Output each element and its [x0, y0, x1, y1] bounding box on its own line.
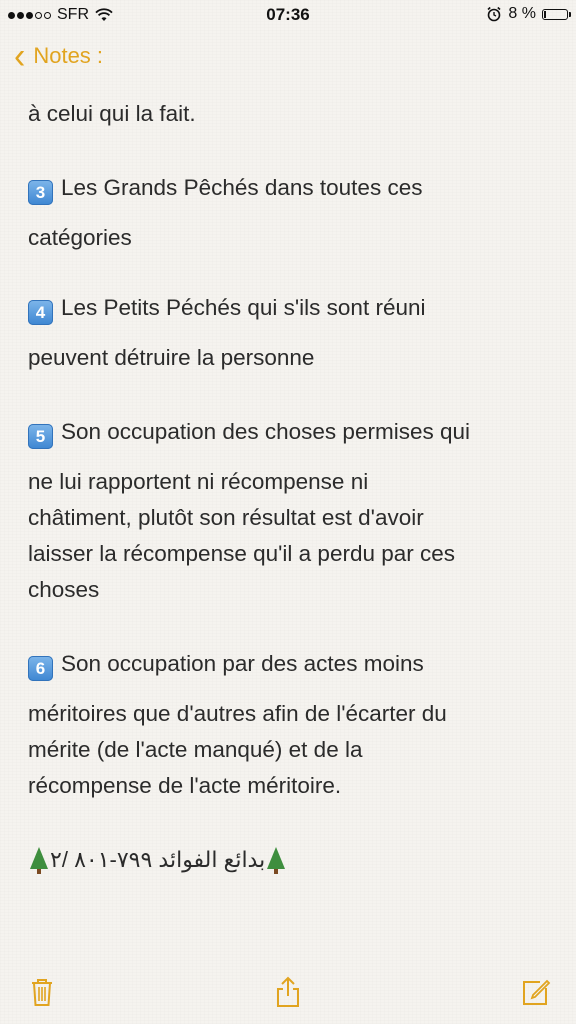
source-citation [28, 842, 556, 878]
christmas-tree-icon [267, 847, 285, 869]
note-line: Les Grands Pêchés dans toutes ces [61, 175, 423, 200]
share-icon[interactable] [270, 974, 306, 1010]
status-bar [0, 0, 576, 30]
keycap-number-icon: 6 [28, 656, 53, 681]
note-body[interactable] [28, 96, 556, 878]
note-line: méritoires que d'autres afin de l'écarter du [28, 701, 447, 726]
note-line: peuvent détruire la personne [28, 345, 315, 370]
trash-icon[interactable] [24, 974, 60, 1010]
bottom-toolbar [0, 964, 576, 1024]
compose-icon[interactable] [518, 974, 554, 1010]
keycap-number-icon: 3 [28, 180, 53, 205]
battery-percent: 8 % [508, 5, 536, 22]
list-item [28, 290, 556, 376]
note-line: ne lui rapportent ni récompense ni [28, 469, 369, 494]
back-label: Notes : [33, 43, 104, 68]
christmas-tree-icon [30, 847, 48, 869]
list-item [28, 170, 556, 256]
note-line: récompense de l'acte méritoire. [28, 773, 342, 798]
note-line: Son occupation des choses permises qui [61, 419, 470, 444]
note-line: Les Petits Péchés qui s'ils sont réuni [61, 295, 426, 320]
note-line: laisser la récompense qu'il a perdu par ces [28, 541, 456, 566]
status-time: 07:36 [266, 5, 310, 24]
note-line: choses [28, 577, 100, 602]
keycap-number-icon: 4 [28, 300, 53, 325]
source-text: بدائع الفوائد ٧٩٩-٨٠١ /٢ [50, 847, 266, 872]
navigation-bar [0, 34, 576, 80]
back-button[interactable] [14, 35, 104, 77]
alarm-clock-icon [486, 6, 502, 22]
chevron-left-icon: ‹ [14, 35, 26, 77]
carrier-label: SFR [57, 6, 89, 23]
note-line: mérite (de l'acte manqué) et de la [28, 737, 363, 762]
keycap-number-icon: 5 [28, 424, 53, 449]
note-line: à celui qui la fait. [28, 101, 196, 126]
note-line: Son occupation par des actes moins [61, 651, 424, 676]
note-line: châtiment, plutôt son résultat est d'avoir [28, 505, 424, 530]
list-item [28, 414, 556, 608]
note-line: catégories [28, 225, 132, 250]
list-item [28, 646, 556, 804]
battery-icon [542, 9, 568, 20]
